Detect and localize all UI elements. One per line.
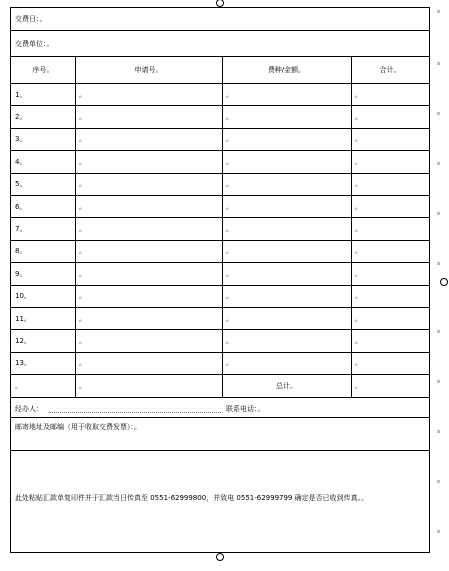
row-number: 7。 — [15, 225, 27, 234]
application-no-cell[interactable]: 。 — [79, 292, 86, 301]
row-number: 5。 — [15, 180, 27, 189]
fee-amount-cell[interactable]: 。 — [226, 292, 233, 301]
edge-marker — [437, 62, 440, 65]
table-row — [11, 129, 429, 151]
row-number: 11。 — [15, 314, 31, 323]
column-header-subtotal: 合计。 — [379, 66, 401, 74]
table-row — [11, 241, 429, 263]
table-row — [11, 174, 429, 196]
edge-marker — [437, 112, 440, 115]
subtotal-cell[interactable]: 。 — [355, 337, 362, 346]
handler-label: 经办人： — [15, 405, 43, 413]
table-row — [11, 218, 429, 240]
subtotal-cell[interactable]: 。 — [355, 202, 362, 211]
fee-amount-cell[interactable]: 。 — [226, 113, 233, 122]
edge-marker — [437, 262, 440, 265]
application-no-cell[interactable]: 。 — [79, 314, 86, 323]
application-no-cell[interactable]: 。 — [79, 90, 86, 99]
total-row-no: 。 — [15, 382, 22, 390]
subtotal-cell[interactable]: 。 — [355, 90, 362, 99]
contact-row — [11, 398, 429, 418]
subtotal-cell[interactable]: 。 — [355, 113, 362, 122]
application-no-cell[interactable]: 。 — [79, 337, 86, 346]
fee-amount-cell[interactable]: 。 — [226, 247, 233, 256]
edge-marker — [437, 330, 440, 333]
edge-marker — [437, 380, 440, 383]
edge-marker — [437, 162, 440, 165]
subtotal-cell[interactable]: 。 — [355, 292, 362, 301]
subtotal-cell[interactable]: 。 — [355, 180, 362, 189]
fee-amount-cell[interactable]: 。 — [226, 337, 233, 346]
table-row — [11, 196, 429, 218]
fee-amount-cell[interactable]: 。 — [226, 202, 233, 211]
application-no-cell[interactable]: 。 — [79, 225, 86, 234]
unit-row — [11, 31, 429, 57]
date-row — [11, 8, 429, 31]
phone-label: 联系电话：。 — [226, 405, 265, 413]
fee-amount-cell[interactable]: 。 — [226, 314, 233, 323]
subtotal-cell[interactable]: 。 — [355, 314, 362, 323]
application-no-cell[interactable]: 。 — [79, 247, 86, 256]
table-row — [11, 151, 429, 173]
table-row — [11, 106, 429, 128]
application-no-cell[interactable]: 。 — [79, 202, 86, 211]
table-header — [11, 57, 429, 84]
row-number: 8。 — [15, 247, 27, 256]
top-resize-handle[interactable] — [216, 0, 224, 7]
grand-total-value[interactable]: 。 — [355, 382, 362, 390]
table-row — [11, 286, 429, 308]
application-no-cell[interactable]: 。 — [79, 135, 86, 144]
right-resize-handle[interactable] — [440, 278, 448, 286]
mailing-address-label: 邮寄地址及邮编（用于收取交费发票）：。 — [15, 423, 141, 431]
fee-amount-cell[interactable]: 。 — [226, 225, 233, 234]
fee-payment-form — [10, 7, 430, 553]
subtotal-cell[interactable]: 。 — [355, 225, 362, 234]
fee-amount-cell[interactable]: 。 — [226, 157, 233, 166]
row-number: 4。 — [15, 157, 27, 166]
application-no-cell[interactable]: 。 — [79, 359, 86, 368]
table-row — [11, 84, 429, 106]
fee-amount-cell[interactable]: 。 — [226, 135, 233, 144]
column-header-fee-amount: 费种/金额。 — [267, 66, 306, 74]
row-number: 6。 — [15, 202, 27, 211]
row-number: 3。 — [15, 135, 27, 144]
row-number: 13。 — [15, 359, 31, 368]
row-number: 9。 — [15, 269, 27, 278]
address-row — [11, 418, 429, 451]
application-no-cell[interactable]: 。 — [79, 157, 86, 166]
remittance-paste-area — [11, 451, 429, 554]
application-no-cell[interactable]: 。 — [79, 113, 86, 122]
remittance-instruction: 此处粘贴汇款单复印件并于汇款当日传真至 0551-62999800，并致电 0551-62999799 确定是否已收到传真。。 — [15, 494, 369, 502]
row-number: 1。 — [15, 90, 27, 99]
table-row — [11, 353, 429, 375]
row-number: 2。 — [15, 113, 27, 122]
row-number: 10。 — [15, 292, 31, 301]
application-no-cell[interactable]: 。 — [79, 269, 86, 278]
fee-amount-cell[interactable]: 。 — [226, 359, 233, 368]
edge-marker — [437, 480, 440, 483]
payment-unit-label: 交费单位：。 — [15, 39, 54, 48]
payment-date-label: 交费日：。 — [15, 15, 47, 23]
table-row — [11, 308, 429, 330]
edge-marker — [437, 530, 440, 533]
subtotal-cell[interactable]: 。 — [355, 157, 362, 166]
edge-marker — [437, 212, 440, 215]
row-number: 12。 — [15, 337, 31, 346]
bottom-resize-handle[interactable] — [216, 553, 224, 561]
subtotal-cell[interactable]: 。 — [355, 359, 362, 368]
edge-marker — [437, 430, 440, 433]
table-row — [11, 263, 429, 285]
grand-total-label: 总计。 — [276, 382, 297, 390]
total-row-application: 。 — [79, 382, 86, 390]
edge-marker — [437, 10, 440, 13]
table-row — [11, 330, 429, 352]
subtotal-cell[interactable]: 。 — [355, 247, 362, 256]
fee-amount-cell[interactable]: 。 — [226, 90, 233, 99]
total-row — [11, 375, 429, 398]
handler-input-line[interactable] — [49, 412, 221, 413]
subtotal-cell[interactable]: 。 — [355, 135, 362, 144]
column-header-no: 序号。 — [32, 66, 54, 74]
fee-amount-cell[interactable]: 。 — [226, 269, 233, 278]
application-no-cell[interactable]: 。 — [79, 180, 86, 189]
column-header-application-no: 申请号。 — [134, 66, 163, 74]
subtotal-cell[interactable]: 。 — [355, 269, 362, 278]
fee-amount-cell[interactable]: 。 — [226, 180, 233, 189]
